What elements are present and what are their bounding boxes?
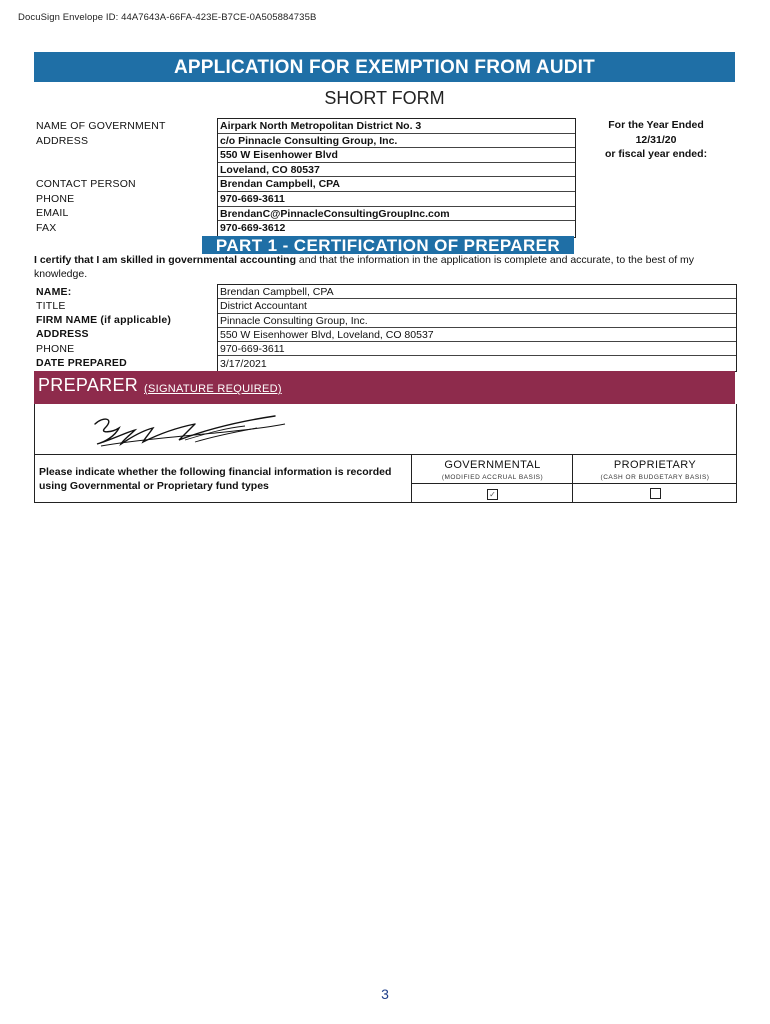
page-number: 3: [381, 986, 389, 1002]
certification-rest: and that the information in the application is complete and accurate, to the best of my knowledge.: [34, 254, 695, 280]
label-government-name: NAME OF GOVERNMENT: [36, 120, 166, 132]
governmental-basis: (MODIFIED ACCRUAL BASIS): [441, 474, 544, 481]
fiscal-year-block: [592, 118, 720, 162]
preparer-section-title: PREPARER: [38, 375, 139, 395]
year-ended-label: For the Year Ended: [608, 119, 704, 131]
address-line-2-field[interactable]: 550 W Eisenhower Blvd: [218, 148, 575, 163]
certification-bold: I certify that I am skilled in governmental accounting: [34, 254, 296, 266]
fiscal-year-label: or fiscal year ended:: [604, 148, 708, 160]
government-name-field[interactable]: Airpark North Metropolitan District No. 3: [218, 119, 575, 134]
form-subtitle: SHORT FORM: [324, 88, 445, 108]
signature-box[interactable]: [34, 404, 737, 455]
governmental-checkbox[interactable]: ✓: [487, 489, 498, 500]
label-preparer-address: ADDRESS: [36, 328, 89, 340]
label-government-address: ADDRESS: [36, 135, 89, 147]
part1-heading: PART 1 - CERTIFICATION OF PREPARER: [202, 236, 574, 254]
preparer-section-bar: [34, 371, 735, 404]
envelope-id: DocuSign Envelope ID: 44A7643A-66FA-423E-B7CE-0A505884735B: [18, 12, 317, 23]
label-fax: FAX: [36, 222, 57, 234]
preparer-address-field[interactable]: 550 W Eisenhower Blvd, Loveland, CO 80537: [218, 328, 736, 342]
government-info-box: [217, 118, 576, 238]
preparer-phone-field[interactable]: 970-669-3611: [218, 342, 736, 356]
date-prepared-field[interactable]: 3/17/2021: [220, 357, 267, 370]
year-ended-value: 12/31/20: [635, 133, 677, 146]
label-contact-person: CONTACT PERSON: [36, 178, 136, 190]
contact-person-field[interactable]: Brendan Campbell, CPA: [218, 177, 575, 192]
governmental-label: GOVERNMENTAL: [444, 459, 541, 471]
label-preparer-phone: PHONE: [36, 343, 75, 355]
email-field[interactable]: BrendanC@PinnacleConsultingGroupInc.com: [218, 207, 575, 222]
governmental-column: [411, 454, 573, 502]
label-phone: PHONE: [36, 193, 75, 205]
preparer-name-field[interactable]: Brendan Campbell, CPA: [218, 285, 736, 299]
label-firm-name: FIRM NAME (if applicable): [36, 314, 172, 326]
phone-field[interactable]: 970-669-3611: [218, 192, 575, 207]
fax-field[interactable]: 970-669-3612: [220, 222, 286, 235]
proprietary-label: PROPRIETARY: [613, 459, 697, 471]
preparer-title-field[interactable]: District Accountant: [218, 299, 736, 313]
preparer-info-box: [217, 284, 737, 372]
proprietary-checkbox[interactable]: [650, 488, 661, 499]
signature-required-note: (SIGNATURE REQUIRED): [144, 383, 282, 395]
proprietary-basis: (CASH OR BUDGETARY BASIS): [600, 474, 710, 481]
label-preparer-title: TITLE: [36, 300, 66, 312]
proprietary-column: [572, 454, 737, 502]
firm-name-field[interactable]: Pinnacle Consulting Group, Inc.: [218, 314, 736, 328]
label-date-prepared: DATE PREPARED: [36, 357, 127, 369]
address-line-1-field[interactable]: c/o Pinnacle Consulting Group, Inc.: [218, 134, 575, 149]
address-line-3-field[interactable]: Loveland, CO 80537: [218, 163, 575, 178]
form-title-banner: APPLICATION FOR EXEMPTION FROM AUDIT: [34, 52, 735, 82]
fund-type-question: Please indicate whether the following financial information is recorded using Governmental or Proprietary fund types: [39, 466, 392, 492]
fund-type-box: [34, 454, 737, 503]
certification-statement: [34, 253, 735, 281]
label-preparer-name: NAME:: [36, 286, 72, 298]
label-email: EMAIL: [36, 207, 69, 219]
signature-image: [75, 406, 335, 456]
